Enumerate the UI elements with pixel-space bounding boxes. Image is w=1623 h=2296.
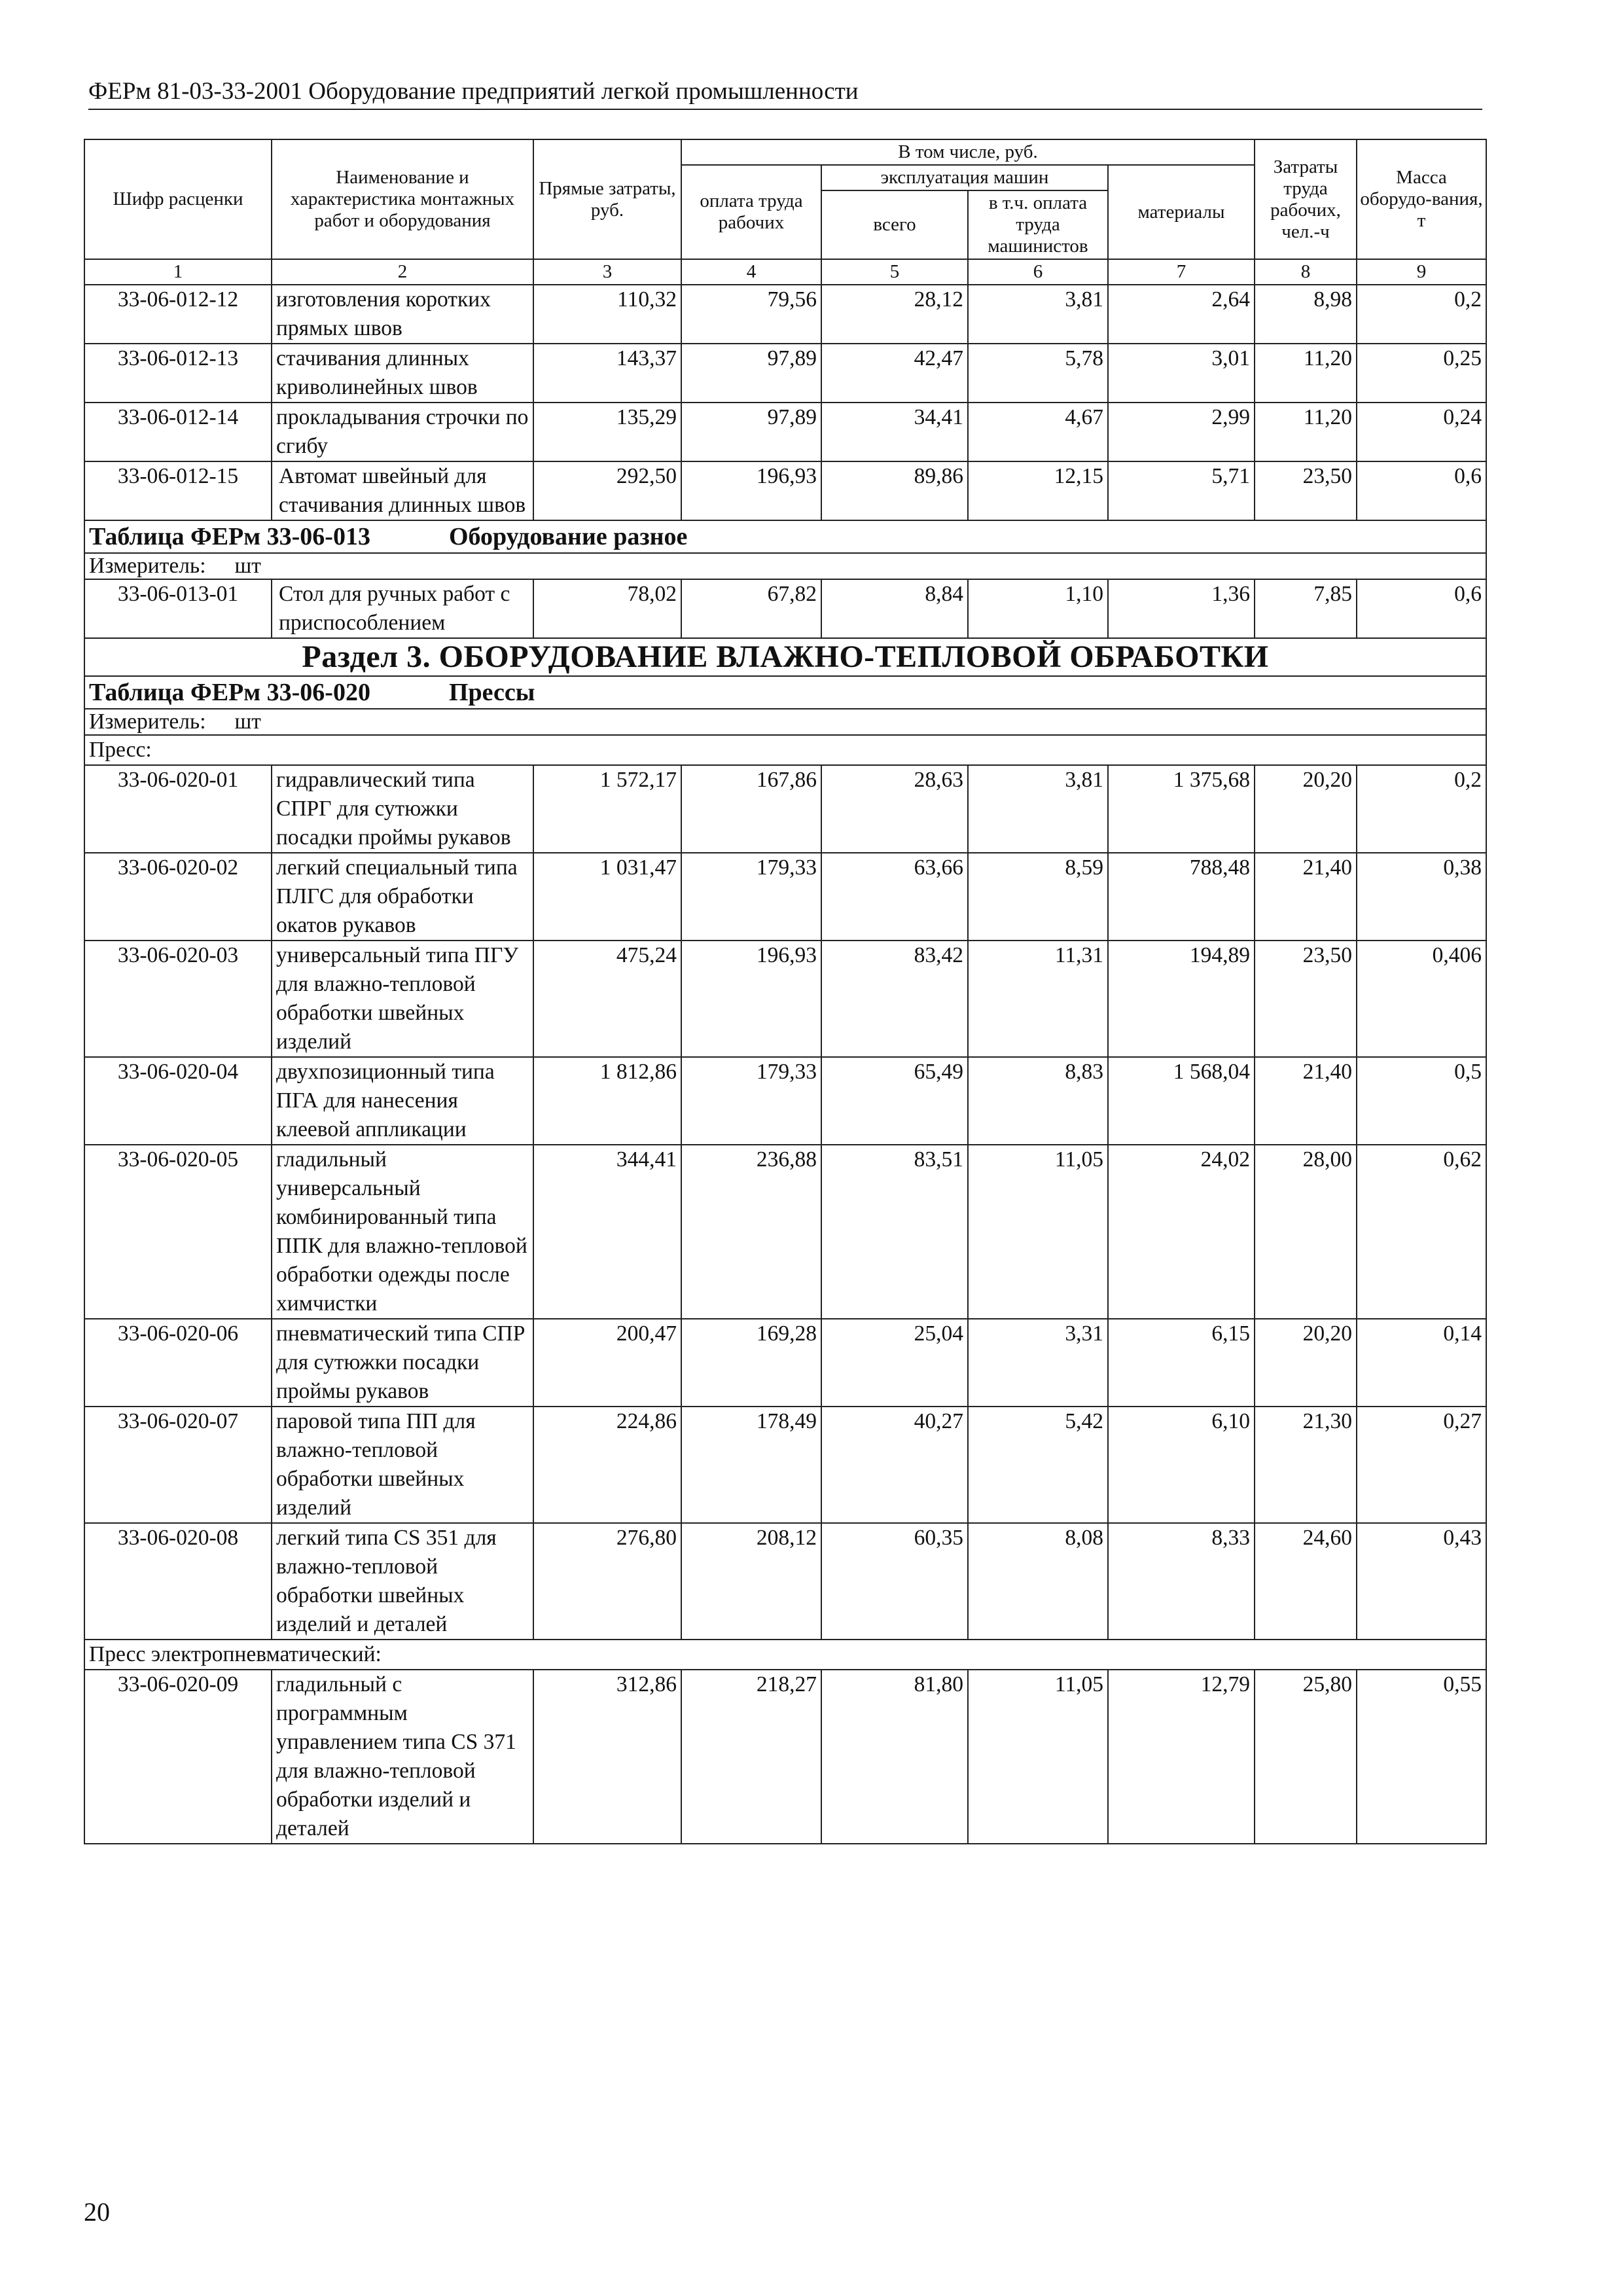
col-header-name: Наименование и характеристика монтажных работ и оборудования — [272, 139, 533, 259]
machinists-pay: 11,05 — [968, 1670, 1108, 1844]
rate-code: 33-06-020-09 — [84, 1670, 272, 1844]
rows-020 — [84, 765, 1486, 1640]
machinists-pay: 5,78 — [968, 344, 1108, 403]
machines-total: 83,51 — [821, 1145, 968, 1319]
col-number: 5 — [821, 259, 968, 285]
table-row — [84, 344, 1486, 403]
table-row — [84, 1057, 1486, 1145]
machines-total: 65,49 — [821, 1057, 968, 1145]
work-name: Стол для ручных работ с приспособлением — [272, 579, 533, 638]
labor-pay: 196,93 — [681, 941, 821, 1057]
col-number: 9 — [1357, 259, 1486, 285]
work-name: легкий специальный типа ПЛГС для обработки окатов рукавов — [272, 853, 533, 941]
table-row — [84, 1670, 1486, 1844]
direct-cost: 224,86 — [533, 1407, 681, 1523]
col-number: 3 — [533, 259, 681, 285]
table-013-unit: Измеритель: шт — [84, 553, 1486, 579]
materials-cost: 2,64 — [1108, 285, 1255, 344]
rate-code: 33-06-013-01 — [84, 579, 272, 638]
section-3-heading: Раздел 3. ОБОРУДОВАНИЕ ВЛАЖНО-ТЕПЛОВОЙ ОБРАБОТКИ — [84, 638, 1486, 676]
table-row — [84, 461, 1486, 520]
machinists-pay: 11,05 — [968, 1145, 1108, 1319]
work-name: гладильный универсальный комбинированный типа ППК для влажно-тепловой обработки одежды после химчистки — [272, 1145, 533, 1319]
labor-pay: 179,33 — [681, 1057, 821, 1145]
materials-cost: 194,89 — [1108, 941, 1255, 1057]
machines-total: 34,41 — [821, 403, 968, 461]
work-name: пневматический типа СПР для сутюжки посадки проймы рукавов — [272, 1319, 533, 1407]
labor-pay: 179,33 — [681, 853, 821, 941]
materials-cost: 1,36 — [1108, 579, 1255, 638]
equipment-mass: 0,25 — [1357, 344, 1486, 403]
col-header-machinists-pay: в т.ч. оплата труда машинистов — [968, 190, 1108, 259]
direct-cost: 78,02 — [533, 579, 681, 638]
machinists-pay: 12,15 — [968, 461, 1108, 520]
machines-total: 8,84 — [821, 579, 968, 638]
table-row — [84, 941, 1486, 1057]
machinists-pay: 8,83 — [968, 1057, 1108, 1145]
col-header-code: Шифр расценки — [84, 139, 272, 259]
materials-cost: 788,48 — [1108, 853, 1255, 941]
machines-total: 60,35 — [821, 1523, 968, 1640]
col-number: 2 — [272, 259, 533, 285]
materials-cost: 8,33 — [1108, 1523, 1255, 1640]
labor-hours: 21,40 — [1255, 1057, 1357, 1145]
equipment-mass: 0,6 — [1357, 579, 1486, 638]
labor-pay: 178,49 — [681, 1407, 821, 1523]
machines-total: 81,80 — [821, 1670, 968, 1844]
materials-cost: 6,10 — [1108, 1407, 1255, 1523]
equipment-mass: 0,27 — [1357, 1407, 1486, 1523]
work-name: универсальный типа ПГУ для влажно-тепловой обработки швейных изделий — [272, 941, 533, 1057]
equipment-mass: 0,406 — [1357, 941, 1486, 1057]
col-header-machines-total: всего — [821, 190, 968, 259]
rate-code: 33-06-012-12 — [84, 285, 272, 344]
table-row — [84, 1319, 1486, 1407]
labor-pay: 167,86 — [681, 765, 821, 853]
rate-code: 33-06-020-06 — [84, 1319, 272, 1407]
machines-total: 28,63 — [821, 765, 968, 853]
table-row — [84, 1523, 1486, 1640]
materials-cost: 1 375,68 — [1108, 765, 1255, 853]
table-020-unit: Измеритель: шт — [84, 709, 1486, 735]
labor-hours: 11,20 — [1255, 344, 1357, 403]
machinists-pay: 8,08 — [968, 1523, 1108, 1640]
labor-pay: 196,93 — [681, 461, 821, 520]
direct-cost: 292,50 — [533, 461, 681, 520]
equipment-mass: 0,2 — [1357, 765, 1486, 853]
rate-code: 33-06-020-02 — [84, 853, 272, 941]
labor-pay: 67,82 — [681, 579, 821, 638]
direct-cost: 143,37 — [533, 344, 681, 403]
machines-total: 63,66 — [821, 853, 968, 941]
col-header-materials: материалы — [1108, 165, 1255, 259]
equipment-mass: 0,62 — [1357, 1145, 1486, 1319]
col-header-including: В том числе, руб. — [681, 139, 1255, 165]
work-name: Автомат швейный для стачивания длинных швов — [272, 461, 533, 520]
col-header-direct: Прямые затраты, руб. — [533, 139, 681, 259]
direct-cost: 276,80 — [533, 1523, 681, 1640]
col-header-machines: эксплуатация машин — [821, 165, 1108, 190]
rate-code: 33-06-012-13 — [84, 344, 272, 403]
labor-hours: 20,20 — [1255, 765, 1357, 853]
materials-cost: 3,01 — [1108, 344, 1255, 403]
equipment-mass: 0,24 — [1357, 403, 1486, 461]
table-row — [84, 853, 1486, 941]
labor-pay: 97,89 — [681, 403, 821, 461]
direct-cost: 1 812,86 — [533, 1057, 681, 1145]
col-number: 6 — [968, 259, 1108, 285]
labor-hours: 21,30 — [1255, 1407, 1357, 1523]
machinists-pay: 5,42 — [968, 1407, 1108, 1523]
machines-total: 28,12 — [821, 285, 968, 344]
machinists-pay: 3,31 — [968, 1319, 1108, 1407]
rate-code: 33-06-020-01 — [84, 765, 272, 853]
work-name: стачивания длинных криволинейных швов — [272, 344, 533, 403]
work-name: прокладывания строчки по сгибу — [272, 403, 533, 461]
col-header-labor-cost: Затраты труда рабочих, чел.-ч — [1255, 139, 1357, 259]
machines-total: 42,47 — [821, 344, 968, 403]
materials-cost: 5,71 — [1108, 461, 1255, 520]
group-label-electropneumatic: Пресс электропневматический: — [84, 1640, 1486, 1670]
direct-cost: 1 031,47 — [533, 853, 681, 941]
rate-code: 33-06-020-05 — [84, 1145, 272, 1319]
work-name: гладильный с программным управлением типа CS 371 для влажно-тепловой обработки изделий и деталей — [272, 1670, 533, 1844]
equipment-mass: 0,43 — [1357, 1523, 1486, 1640]
col-number: 1 — [84, 259, 272, 285]
table-row — [84, 765, 1486, 853]
labor-hours: 24,60 — [1255, 1523, 1357, 1640]
running-header: ФЕРм 81-03-33-2001 Оборудование предприятий легкой промышленности — [88, 77, 1482, 110]
rate-code: 33-06-020-08 — [84, 1523, 272, 1640]
machinists-pay: 8,59 — [968, 853, 1108, 941]
col-number: 4 — [681, 259, 821, 285]
labor-hours: 25,80 — [1255, 1670, 1357, 1844]
machinists-pay: 4,67 — [968, 403, 1108, 461]
labor-pay: 218,27 — [681, 1670, 821, 1844]
equipment-mass: 0,6 — [1357, 461, 1486, 520]
direct-cost: 475,24 — [533, 941, 681, 1057]
equipment-mass: 0,2 — [1357, 285, 1486, 344]
table-row — [84, 1145, 1486, 1319]
table-row — [84, 579, 1486, 638]
rows-020-electro — [84, 1670, 1486, 1844]
work-name: гидравлический типа СПРГ для сутюжки посадки проймы рукавов — [272, 765, 533, 853]
work-name: легкий типа CS 351 для влажно-тепловой обработки швейных изделий и деталей — [272, 1523, 533, 1640]
direct-cost: 1 572,17 — [533, 765, 681, 853]
labor-hours: 11,20 — [1255, 403, 1357, 461]
col-number: 8 — [1255, 259, 1357, 285]
work-name: паровой типа ПП для влажно-тепловой обработки швейных изделий — [272, 1407, 533, 1523]
table-row — [84, 403, 1486, 461]
labor-hours: 8,98 — [1255, 285, 1357, 344]
group-label-press: Пресс: — [84, 735, 1486, 765]
machinists-pay: 11,31 — [968, 941, 1108, 1057]
equipment-mass: 0,38 — [1357, 853, 1486, 941]
labor-hours: 23,50 — [1255, 461, 1357, 520]
machinists-pay: 3,81 — [968, 765, 1108, 853]
equipment-mass: 0,55 — [1357, 1670, 1486, 1844]
materials-cost: 2,99 — [1108, 403, 1255, 461]
work-name: двухпозиционный типа ПГА для нанесения клеевой аппликации — [272, 1057, 533, 1145]
machines-total: 83,42 — [821, 941, 968, 1057]
col-header-mass: Масса оборудо-вания, т — [1357, 139, 1486, 259]
equipment-mass: 0,14 — [1357, 1319, 1486, 1407]
rows-013 — [84, 579, 1486, 638]
machines-total: 25,04 — [821, 1319, 968, 1407]
labor-pay: 236,88 — [681, 1145, 821, 1319]
labor-hours: 20,20 — [1255, 1319, 1357, 1407]
labor-pay: 97,89 — [681, 344, 821, 403]
rows-012 — [84, 285, 1486, 520]
rate-code: 33-06-020-07 — [84, 1407, 272, 1523]
labor-hours: 21,40 — [1255, 853, 1357, 941]
equipment-mass: 0,5 — [1357, 1057, 1486, 1145]
labor-pay: 79,56 — [681, 285, 821, 344]
labor-pay: 169,28 — [681, 1319, 821, 1407]
direct-cost: 110,32 — [533, 285, 681, 344]
rate-code: 33-06-020-03 — [84, 941, 272, 1057]
rates-table — [84, 139, 1487, 1844]
materials-cost: 12,79 — [1108, 1670, 1255, 1844]
labor-pay: 208,12 — [681, 1523, 821, 1640]
rate-code: 33-06-012-14 — [84, 403, 272, 461]
rate-code: 33-06-020-04 — [84, 1057, 272, 1145]
col-header-labor-pay: оплата труда рабочих — [681, 165, 821, 259]
table-020-title: Таблица ФЕРм 33-06-020 Прессы — [84, 676, 1486, 709]
labor-hours: 28,00 — [1255, 1145, 1357, 1319]
labor-hours: 23,50 — [1255, 941, 1357, 1057]
work-name: изготовления коротких прямых швов — [272, 285, 533, 344]
table-row — [84, 285, 1486, 344]
direct-cost: 135,29 — [533, 403, 681, 461]
machines-total: 89,86 — [821, 461, 968, 520]
materials-cost: 6,15 — [1108, 1319, 1255, 1407]
machines-total: 40,27 — [821, 1407, 968, 1523]
machinists-pay: 1,10 — [968, 579, 1108, 638]
materials-cost: 1 568,04 — [1108, 1057, 1255, 1145]
page-number: 20 — [84, 2197, 110, 2227]
col-number: 7 — [1108, 259, 1255, 285]
direct-cost: 344,41 — [533, 1145, 681, 1319]
table-row — [84, 1407, 1486, 1523]
direct-cost: 200,47 — [533, 1319, 681, 1407]
rate-code: 33-06-012-15 — [84, 461, 272, 520]
materials-cost: 24,02 — [1108, 1145, 1255, 1319]
table-013-title: Таблица ФЕРм 33-06-013 Оборудование разное — [84, 520, 1486, 553]
labor-hours: 7,85 — [1255, 579, 1357, 638]
machinists-pay: 3,81 — [968, 285, 1108, 344]
direct-cost: 312,86 — [533, 1670, 681, 1844]
